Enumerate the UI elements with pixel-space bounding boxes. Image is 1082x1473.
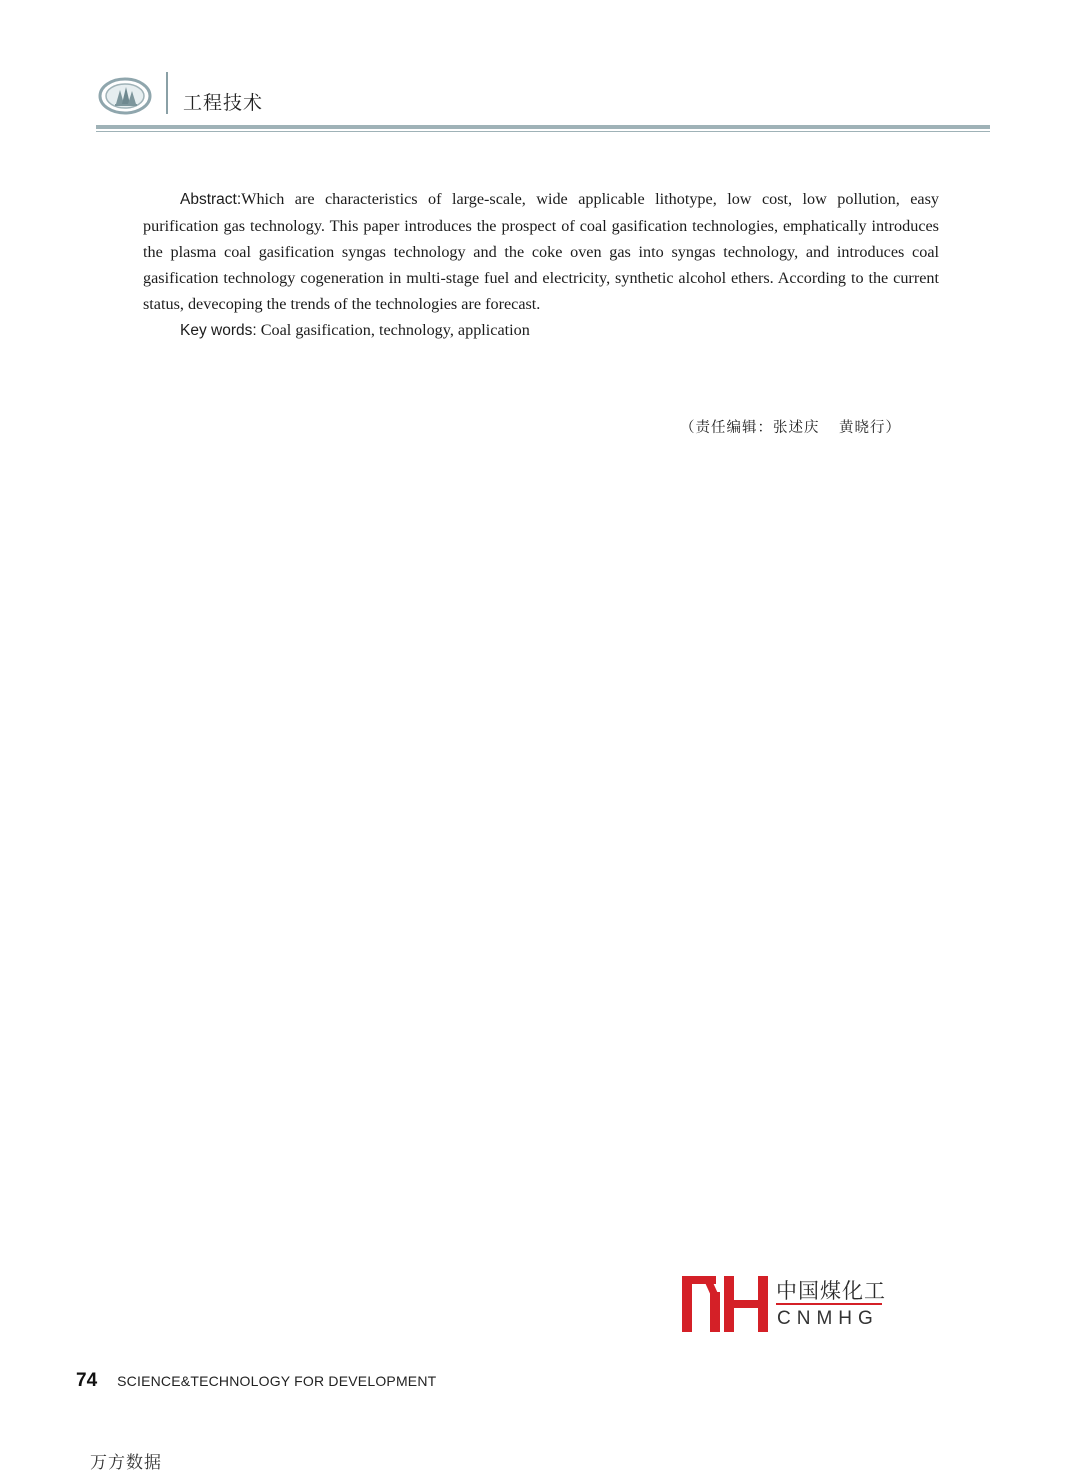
watermark-text: 万方数据 <box>90 1453 162 1473</box>
abstract-label: Abstract: <box>180 191 242 208</box>
brand-name-cn: 中国煤化工 <box>776 1279 886 1303</box>
keywords-paragraph <box>143 317 939 344</box>
brand-name-en: CNMHG <box>777 1308 879 1329</box>
page-number: 74 <box>76 1370 98 1391</box>
header-rule-thick <box>96 125 990 129</box>
page-footer <box>76 1370 436 1392</box>
keywords-text: Coal gasification, technology, application <box>256 321 530 339</box>
header-rule-thin <box>96 131 990 132</box>
abstract-paragraph <box>143 186 939 317</box>
abstract-block <box>143 186 939 344</box>
keywords-label: Key words: <box>180 322 257 339</box>
page-header <box>0 0 1082 140</box>
responsible-editors: （责任编辑：张述庆 黄晓行） <box>680 420 901 436</box>
brand-underline <box>776 1303 882 1305</box>
journal-logo-icon <box>98 76 152 116</box>
header-divider <box>166 72 168 114</box>
cnmhg-logo-icon <box>680 1272 772 1336</box>
brand-logo <box>680 1272 890 1336</box>
section-title: 工程技术 <box>183 92 264 114</box>
journal-name: SCIENCE&TECHNOLOGY FOR DEVELOPMENT <box>117 1373 437 1389</box>
abstract-text: Which are characteristics of large-scale, wide applicable lithotype, low cost, low pollution, easy purification gas technology. This paper introduces the prospect of coal gasification technologies, emphatically introduces the plasma coal gasification syngas technology and the coke oven gas into syngas technology, and introduces coal gasification technology cogeneration in multi-stage fuel and electricity, synthetic alcohol ethers. According to the current status, devecoping the trends of the technologies are forecast. <box>143 190 939 313</box>
